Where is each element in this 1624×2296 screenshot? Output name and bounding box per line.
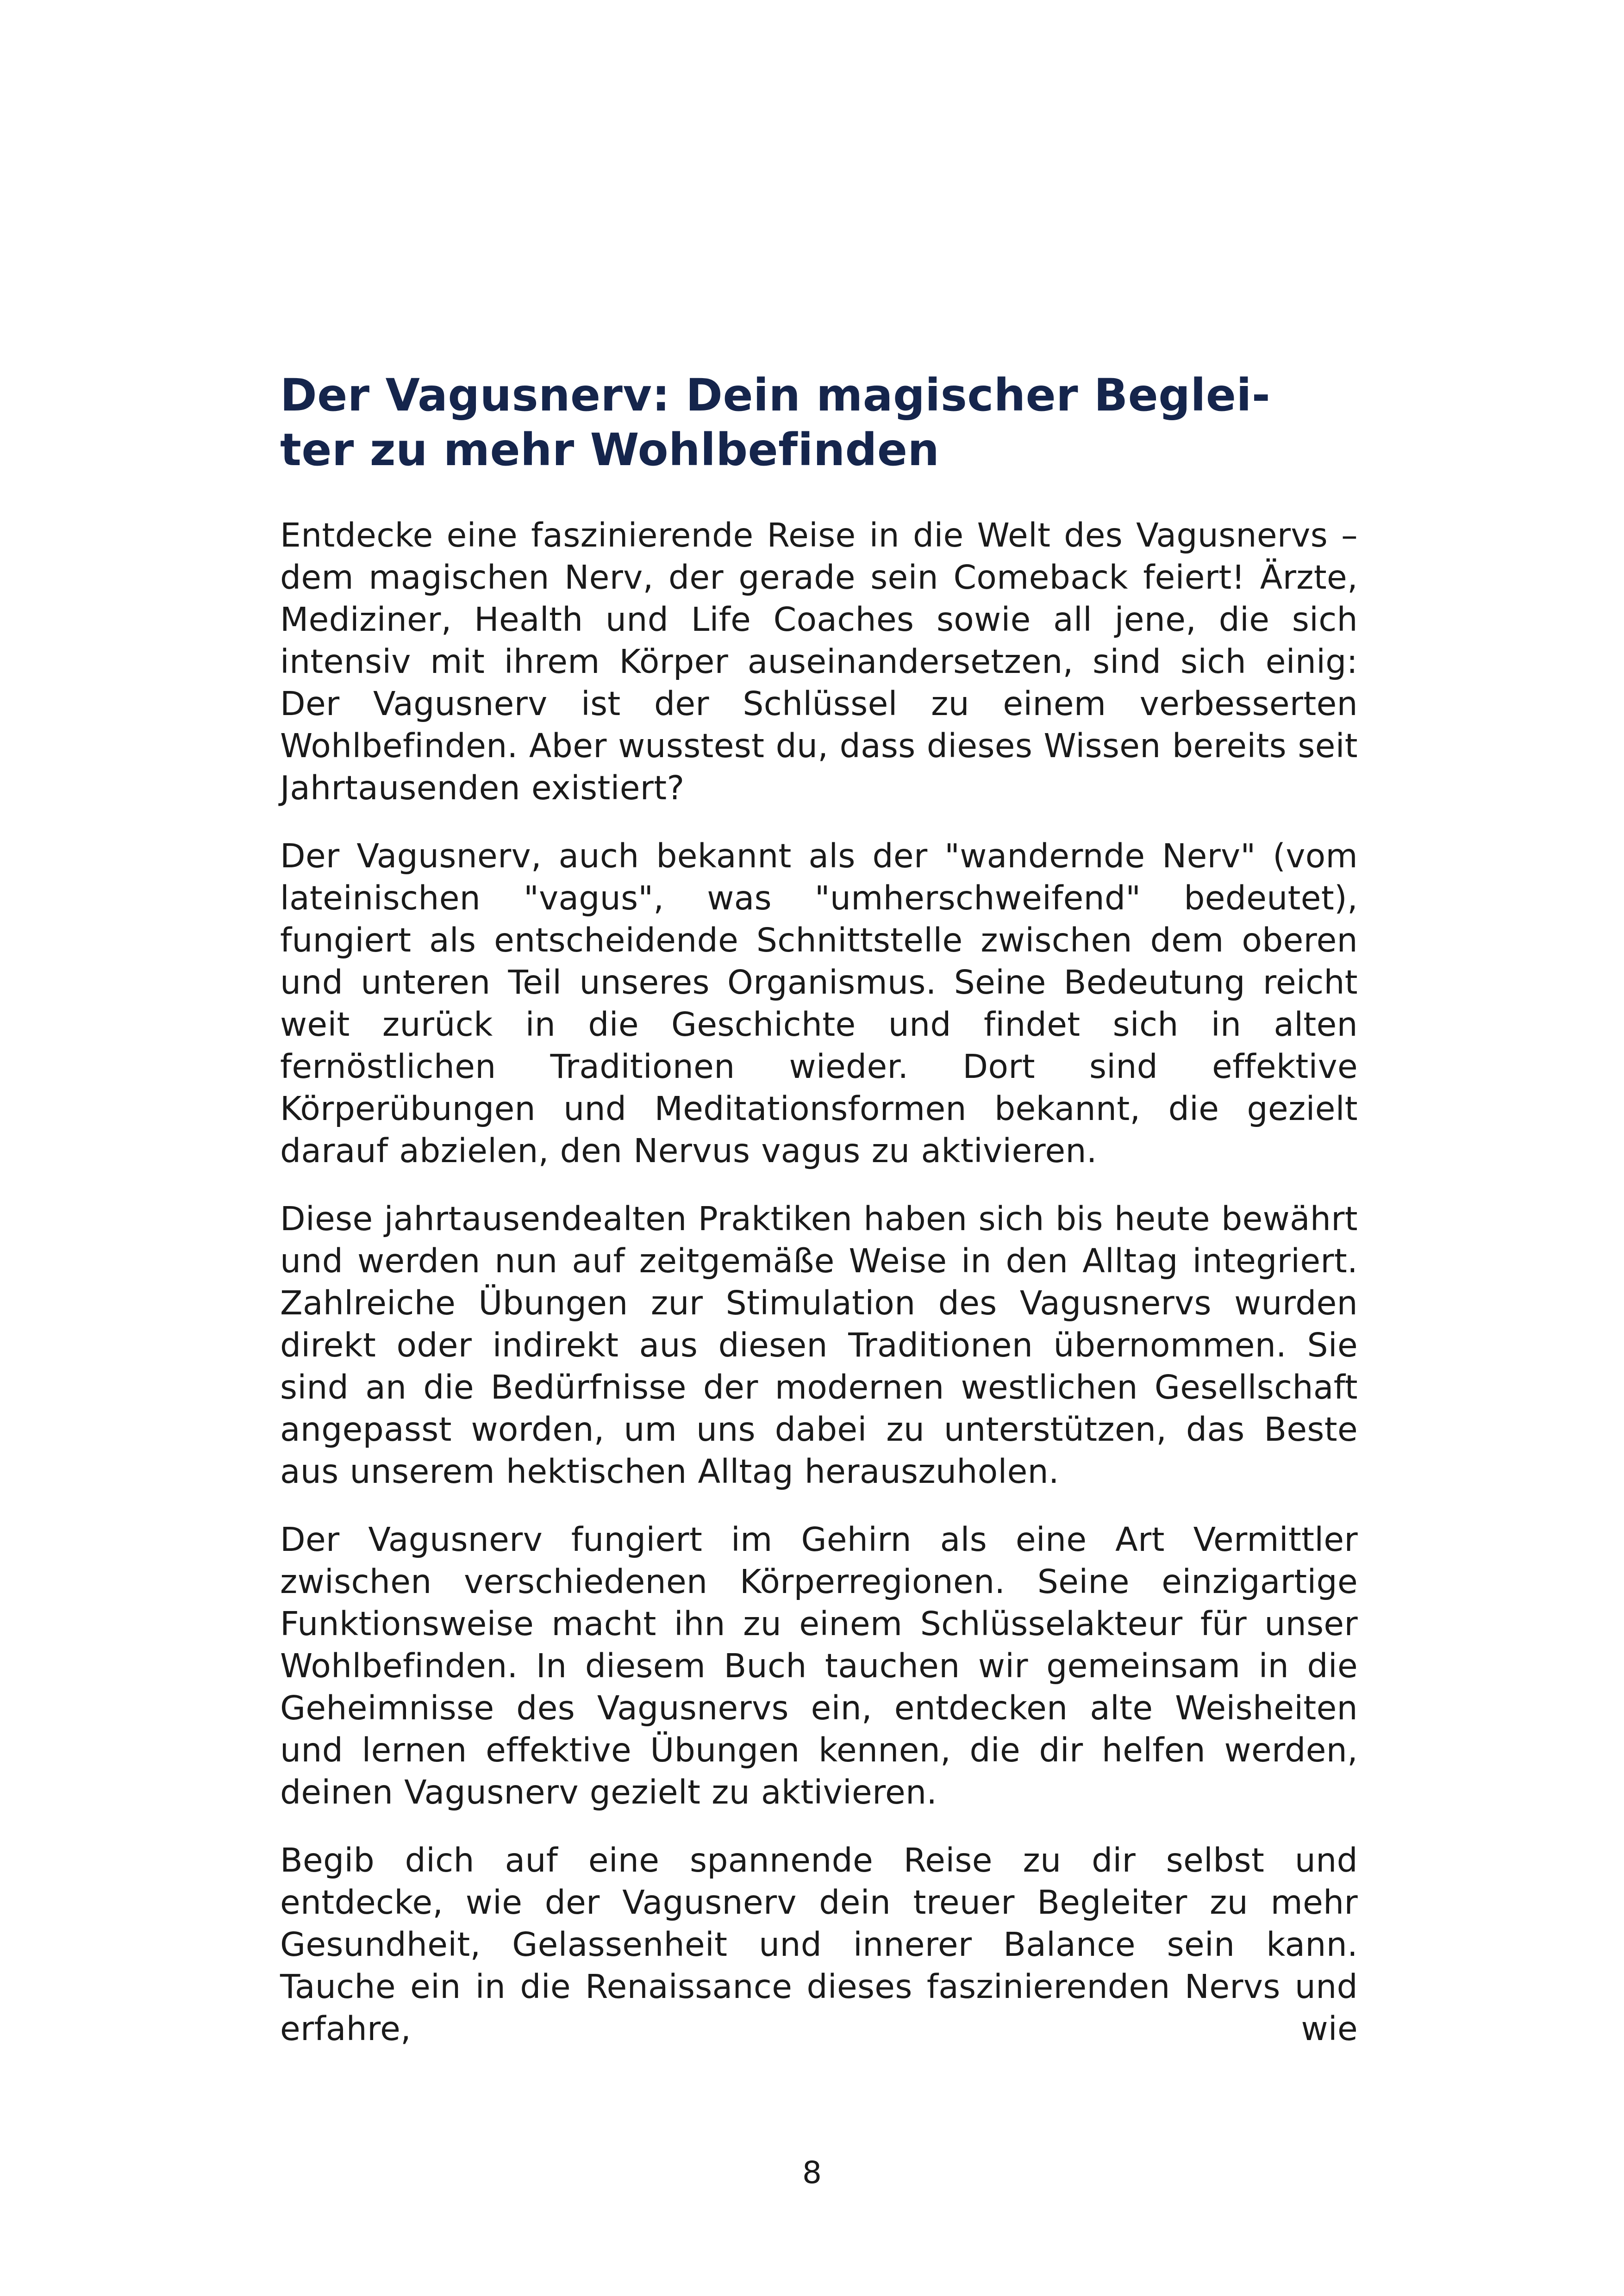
body-paragraph-4: Der Vagusnerv fungiert im Gehirn als eine Art Vermittler zwischen verschiedenen Körperregionen. Seine einzigartige Funktionsweise macht ihn zu einem Schlüsselakteur für unser Wohlbefinden. In diesem Buch tauchen wir gemeinsam in die Geheimnisse des Vagusnervs ein, entdecken alte Weisheiten und lernen effektive Übungen kennen, die dir helfen werden, deinen Vagusnerv gezielt zu aktivieren. (280, 1520, 1358, 1811)
page-content (280, 368, 1358, 2076)
body-paragraph-1: Entdecke eine faszinierende Reise in die Welt des Vagusnervs – dem magischen Nerv, der gerade sein Comeback feiert! Ärzte, Mediziner, Health und Life Coaches sowie all jene, die sich intensiv mit ihrem Körper auseinandersetzen, sind sich einig: Der Vagusnerv ist der Schlüssel zu einem verbesserten Wohlbefinden. Aber wusstest du, dass dieses Wissen bereits seit Jahrtausenden existiert? (280, 516, 1358, 807)
body-paragraph-3: Diese jahrtausendealten Praktiken haben sich bis heute bewährt und werden nun auf zeitgemäße Weise in den Alltag integriert. Zahlreiche Übungen zur Stimulation des Vagusnervs wurden direkt oder indirekt aus diesen Traditionen übernommen. Sie sind an die Bedürfnisse der modernen westlichen Gesellschaft angepasst worden, um uns dabei zu unterstützen, das Beste aus unserem hektischen Alltag herauszuholen. (280, 1200, 1358, 1491)
chapter-title-line-2: ter zu mehr Wohlbefinden (280, 424, 940, 476)
chapter-title-line-1: Der Vagusnerv: Dein magischer Beglei- (280, 369, 1271, 421)
chapter-title (280, 368, 1358, 477)
body-paragraph-5: Begib dich auf eine spannende Reise zu dir selbst und entdecke, wie der Vagusnerv dein treuer Begleiter zu mehr Gesundheit, Gelassenheit und innerer Balance sein kann. Tauche ein in die Renaissance dieses faszinierenden Nervs und erfahre, wie (280, 1841, 1358, 2048)
body-paragraph-2: Der Vagusnerv, auch bekannt als der "wandernde Nerv" (vom lateinischen "vagus", was "umherschweifend" bedeutet), fungiert als entscheidende Schnittstelle zwischen dem oberen und unteren Teil unseres Organismus. Seine Bedeutung reicht weit zurück in die Geschichte und findet sich in alten fernöstlichen Traditionen wieder. Dort sind effektive Körperübungen und Meditationsformen bekannt, die gezielt darauf abzielen, den Nervus vagus zu aktivieren. (280, 837, 1358, 1170)
page-number: 8 (802, 2155, 822, 2190)
